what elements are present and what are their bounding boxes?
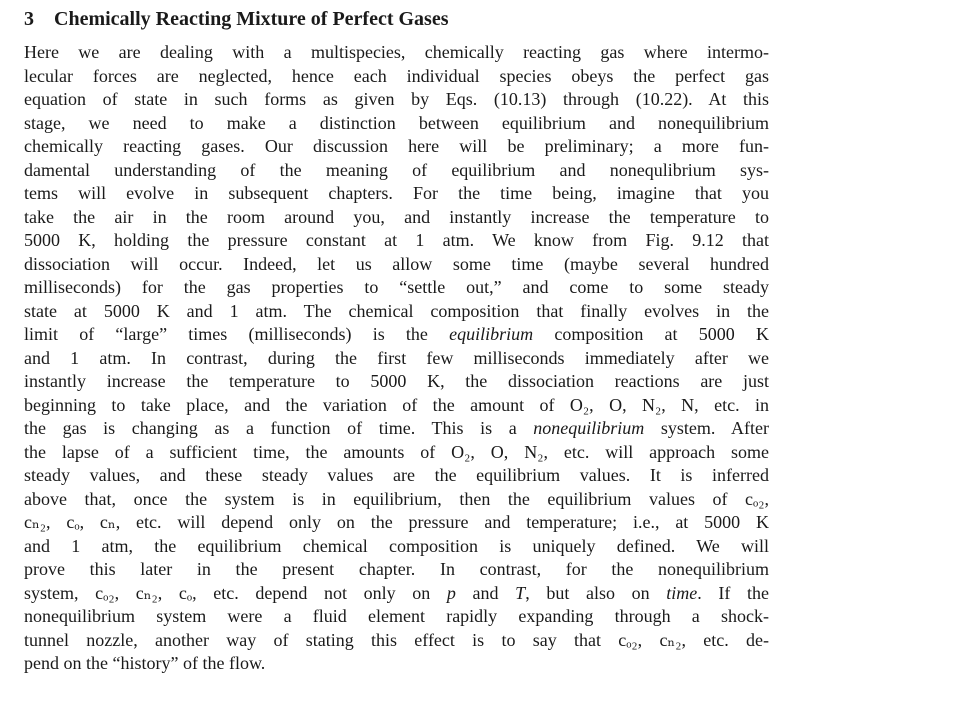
text-line: equation of state in such forms as given by Eqs. (10.13) through (10.22). At this bbox=[24, 89, 769, 109]
text-run: limit of “large” times (milliseconds) is the bbox=[24, 324, 450, 344]
emphasis-p: p bbox=[446, 582, 456, 603]
text-line bbox=[24, 417, 769, 441]
text-line: Here we are dealing with a multispecies, chemically reacting gas where intermo- bbox=[24, 42, 769, 62]
text-run: and bbox=[455, 582, 516, 603]
section-heading bbox=[24, 5, 449, 33]
text-run: system. After bbox=[644, 418, 769, 438]
text-line: steady values, and these steady values are the equilibrium values. It is inferred bbox=[24, 465, 769, 485]
body-paragraph bbox=[24, 41, 769, 676]
text-line: milliseconds) for the gas properties to “settle out,” and come to some steady bbox=[24, 277, 769, 297]
text-line: damental understanding of the meaning of equilibrium and nonequlibrium sys- bbox=[24, 159, 769, 180]
text-line: dissociation will occur. Indeed, let us allow some time (maybe several hundred bbox=[24, 253, 769, 274]
text-line: and 1 atm, the equilibrium chemical composition is uniquely defined. We will bbox=[24, 535, 769, 556]
text-run: the gas is changing as a function of time. This is a bbox=[24, 418, 534, 438]
section-number: 3 bbox=[24, 8, 34, 30]
emphasis-nonequilibrium: nonequilibrium bbox=[533, 418, 645, 438]
text-run: , but also on bbox=[525, 582, 667, 603]
text-line: take the air in the room around you, and instantly increase the temperature to bbox=[24, 206, 769, 227]
text-line: beginning to take place, and the variation of the amount of O₂, O, N₂, N, etc. in bbox=[24, 394, 769, 415]
emphasis-T: T bbox=[515, 582, 526, 603]
text-line bbox=[24, 323, 769, 347]
text-run: system, cₒ₂, cₙ₂, cₒ, etc. depend not only on bbox=[24, 582, 447, 603]
text-line: instantly increase the temperature to 5000 K, the dissociation reactions are just bbox=[24, 371, 769, 391]
text-line: cₙ₂, cₒ, cₙ, etc. will depend only on the pressure and temperature; i.e., at 5000 K bbox=[24, 512, 769, 532]
text-line: the lapse of a sufficient time, the amounts of O₂, O, N₂, etc. will approach some bbox=[24, 441, 769, 462]
text-line: stage, we need to make a distinction between equilibrium and nonequilibrium bbox=[24, 112, 769, 133]
text-line: tems will evolve in subsequent chapters. For the time being, imagine that you bbox=[24, 183, 769, 203]
text-line: and 1 atm. In contrast, during the first few milliseconds immediately after we bbox=[24, 347, 769, 368]
text-line: lecular forces are neglected, hence each individual species obeys the perfect gas bbox=[24, 65, 769, 86]
text-line: prove this later in the present chapter. In contrast, for the nonequilibrium bbox=[24, 559, 769, 579]
emphasis-equilibrium: equilibrium bbox=[449, 324, 534, 344]
text-run: . If the bbox=[697, 582, 770, 603]
text-line: chemically reacting gases. Our discussion here will be preliminary; a more fun- bbox=[24, 136, 769, 156]
text-line: state at 5000 K and 1 atm. The chemical composition that finally evolves in the bbox=[24, 300, 769, 321]
text-line: nonequilibrium system were a fluid element rapidly expanding through a shock- bbox=[24, 606, 769, 626]
section-title: Chemically Reacting Mixture of Perfect Gases bbox=[54, 8, 449, 30]
emphasis-time: time bbox=[666, 582, 698, 603]
text-line: tunnel nozzle, another way of stating this effect is to say that cₒ₂, cₙ₂, etc. de- bbox=[24, 629, 769, 650]
text-line: pend on the “history” of the flow. bbox=[24, 653, 266, 673]
text-line: 5000 K, holding the pressure constant at 1 atm. We know from Fig. 9.12 that bbox=[24, 230, 769, 250]
text-line: above that, once the system is in equilibrium, then the equilibrium values of cₒ₂, bbox=[24, 488, 769, 509]
text-run: composition at 5000 K bbox=[533, 324, 769, 344]
text-line bbox=[24, 582, 769, 606]
